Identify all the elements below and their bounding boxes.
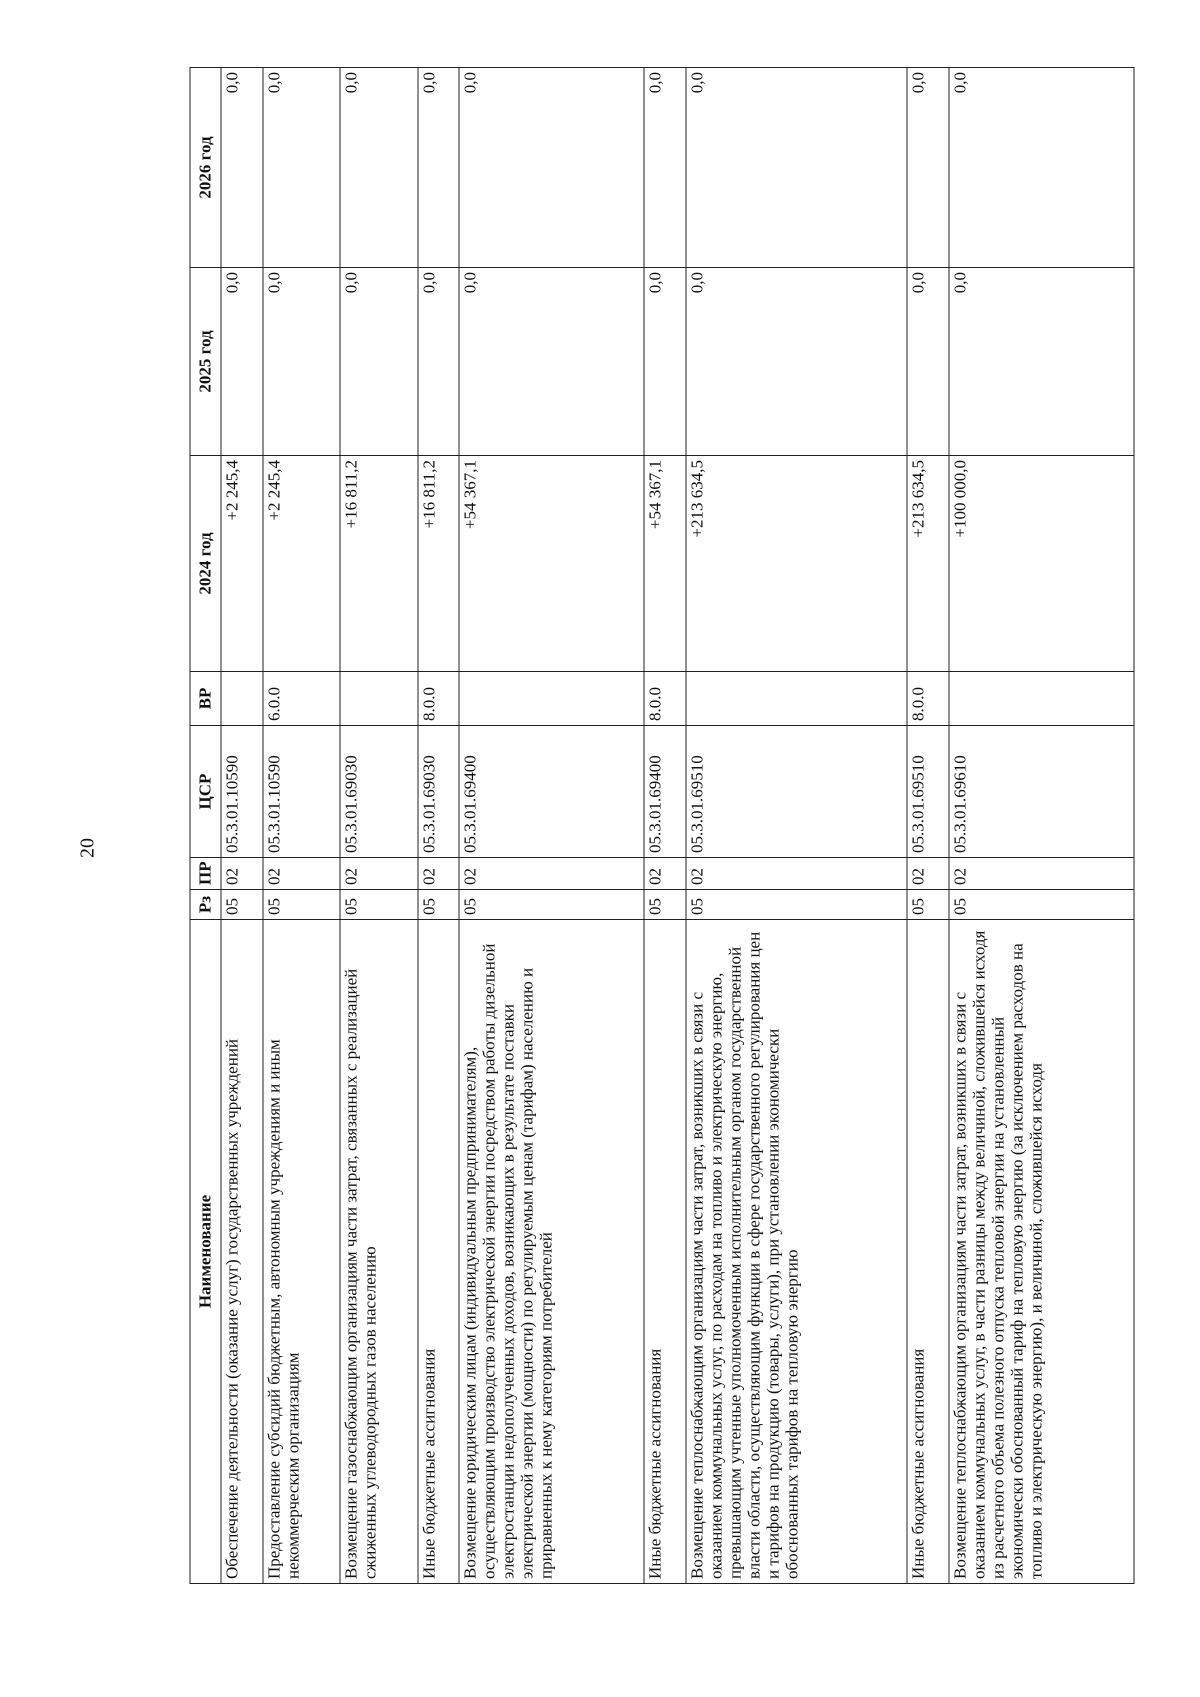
cell-vr: 8.0.0 <box>644 672 686 726</box>
table-row <box>221 68 263 1584</box>
cell-name: Обеспечение деятельности (оказание услуг) государственных учреждений <box>221 920 263 1584</box>
budget-table-container <box>190 68 1135 1584</box>
cell-vr <box>949 672 1134 726</box>
cell-2025: 0,0 <box>459 268 644 456</box>
header-pr: ПР <box>190 858 221 890</box>
cell-2024: +2 245,4 <box>221 456 263 672</box>
cell-2024: +16 811,2 <box>418 456 460 672</box>
cell-2024: +100 000,0 <box>949 456 1134 672</box>
cell-2025: 0,0 <box>686 268 907 456</box>
cell-2025: 0,0 <box>907 268 949 456</box>
header-name: Наименование <box>190 920 221 1584</box>
cell-2026: 0,0 <box>907 68 949 268</box>
cell-vr <box>459 672 644 726</box>
cell-name: Возмещение теплоснабжающим организациям части затрат, возникших в связи с оказанием коммунальных услуг, по расходам на топливо и электрическую энергию, превышающим учтенные уполномоченным исполнительным органом государственной власти области, осуществляющим функции в сфере государственного регулирования цен и тарифов на продукцию (товары, услуги), при установлении экономически обоснованных тарифов на тепловую энергию <box>686 920 907 1584</box>
cell-csr: 05.3.01.69030 <box>418 726 460 858</box>
cell-2025: 0,0 <box>418 268 460 456</box>
cell-csr: 05.3.01.69510 <box>907 726 949 858</box>
table-row <box>263 68 340 1584</box>
cell-rz: 05 <box>263 890 340 920</box>
table-row <box>686 68 907 1584</box>
cell-rz: 05 <box>949 890 1134 920</box>
cell-rz: 05 <box>644 890 686 920</box>
table-row <box>418 68 460 1584</box>
cell-csr: 05.3.01.10590 <box>263 726 340 858</box>
cell-vr: 8.0.0 <box>907 672 949 726</box>
cell-pr: 02 <box>949 858 1134 890</box>
cell-2026: 0,0 <box>221 68 263 268</box>
cell-csr: 05.3.01.10590 <box>221 726 263 858</box>
table-row <box>459 68 644 1584</box>
table-row <box>907 68 949 1584</box>
cell-vr <box>340 672 417 726</box>
cell-name: Иные бюджетные ассигнования <box>907 920 949 1584</box>
cell-name: Возмещение газоснабжающим организациям части затрат, связанных с реализацией сжиженных углеводородных газов населению <box>340 920 417 1584</box>
header-2025: 2025 год <box>190 268 221 456</box>
cell-rz: 05 <box>459 890 644 920</box>
cell-pr: 02 <box>907 858 949 890</box>
cell-pr: 02 <box>221 858 263 890</box>
cell-2026: 0,0 <box>644 68 686 268</box>
cell-csr: 05.3.01.69610 <box>949 726 1134 858</box>
cell-name: Иные бюджетные ассигнования <box>418 920 460 1584</box>
header-rz: Рз <box>190 890 221 920</box>
cell-name: Иные бюджетные ассигнования <box>644 920 686 1584</box>
page-number: 20 <box>76 838 99 858</box>
cell-2026: 0,0 <box>459 68 644 268</box>
cell-name: Возмещение теплоснабжающим организациям части затрат, возникших в связи с оказанием коммунальных услуг, в части разницы между величиной, сложившейся исходя из расчетного объема полезного отпуска тепловой энергии на установленный экономически обоснованный тариф на тепловую энергию (за исключением расходов на топливо и электрическую энергию), и величиной, сложившейся исходя <box>949 920 1134 1584</box>
cell-2026: 0,0 <box>340 68 417 268</box>
cell-rz: 05 <box>418 890 460 920</box>
cell-name: Предоставление субсидий бюджетным, автономным учреждениям и иным некоммерческим организациям <box>263 920 340 1584</box>
cell-rz: 05 <box>221 890 263 920</box>
cell-csr: 05.3.01.69400 <box>459 726 644 858</box>
cell-2025: 0,0 <box>221 268 263 456</box>
cell-rz: 05 <box>686 890 907 920</box>
table-row <box>949 68 1134 1584</box>
cell-2026: 0,0 <box>263 68 340 268</box>
cell-pr: 02 <box>418 858 460 890</box>
table-row <box>644 68 686 1584</box>
cell-2024: +54 367,1 <box>459 456 644 672</box>
cell-csr: 05.3.01.69400 <box>644 726 686 858</box>
header-csr: ЦСР <box>190 726 221 858</box>
cell-pr: 02 <box>644 858 686 890</box>
table-row <box>340 68 417 1584</box>
cell-2025: 0,0 <box>263 268 340 456</box>
cell-csr: 05.3.01.69510 <box>686 726 907 858</box>
cell-rz: 05 <box>907 890 949 920</box>
cell-rz: 05 <box>340 890 417 920</box>
cell-pr: 02 <box>686 858 907 890</box>
cell-2024: +213 634,5 <box>907 456 949 672</box>
cell-2024: +16 811,2 <box>340 456 417 672</box>
cell-pr: 02 <box>340 858 417 890</box>
cell-2026: 0,0 <box>949 68 1134 268</box>
cell-2024: +54 367,1 <box>644 456 686 672</box>
cell-vr <box>686 672 907 726</box>
header-vr: ВР <box>190 672 221 726</box>
cell-name: Возмещение юридическим лицам (индивидуальным предпринимателям), осуществляющим производство электрической энергии посредством работы дизельной электростанции недополученных доходов, возникающих в результате поставки электрической энергии (мощности) по регулируемым ценам (тарифам) населению и приравненных к нему категориям потребителей <box>459 920 644 1584</box>
cell-2024: +213 634,5 <box>686 456 907 672</box>
cell-vr <box>221 672 263 726</box>
cell-2024: +2 245,4 <box>263 456 340 672</box>
budget-table <box>190 67 1135 1584</box>
cell-2026: 0,0 <box>686 68 907 268</box>
cell-pr: 02 <box>263 858 340 890</box>
cell-2026: 0,0 <box>418 68 460 268</box>
cell-vr: 6.0.0 <box>263 672 340 726</box>
cell-2025: 0,0 <box>949 268 1134 456</box>
cell-vr: 8.0.0 <box>418 672 460 726</box>
cell-csr: 05.3.01.69030 <box>340 726 417 858</box>
header-2026: 2026 год <box>190 68 221 268</box>
cell-pr: 02 <box>459 858 644 890</box>
cell-2025: 0,0 <box>644 268 686 456</box>
table-header-row <box>190 68 221 1584</box>
header-2024: 2024 год <box>190 456 221 672</box>
cell-2025: 0,0 <box>340 268 417 456</box>
